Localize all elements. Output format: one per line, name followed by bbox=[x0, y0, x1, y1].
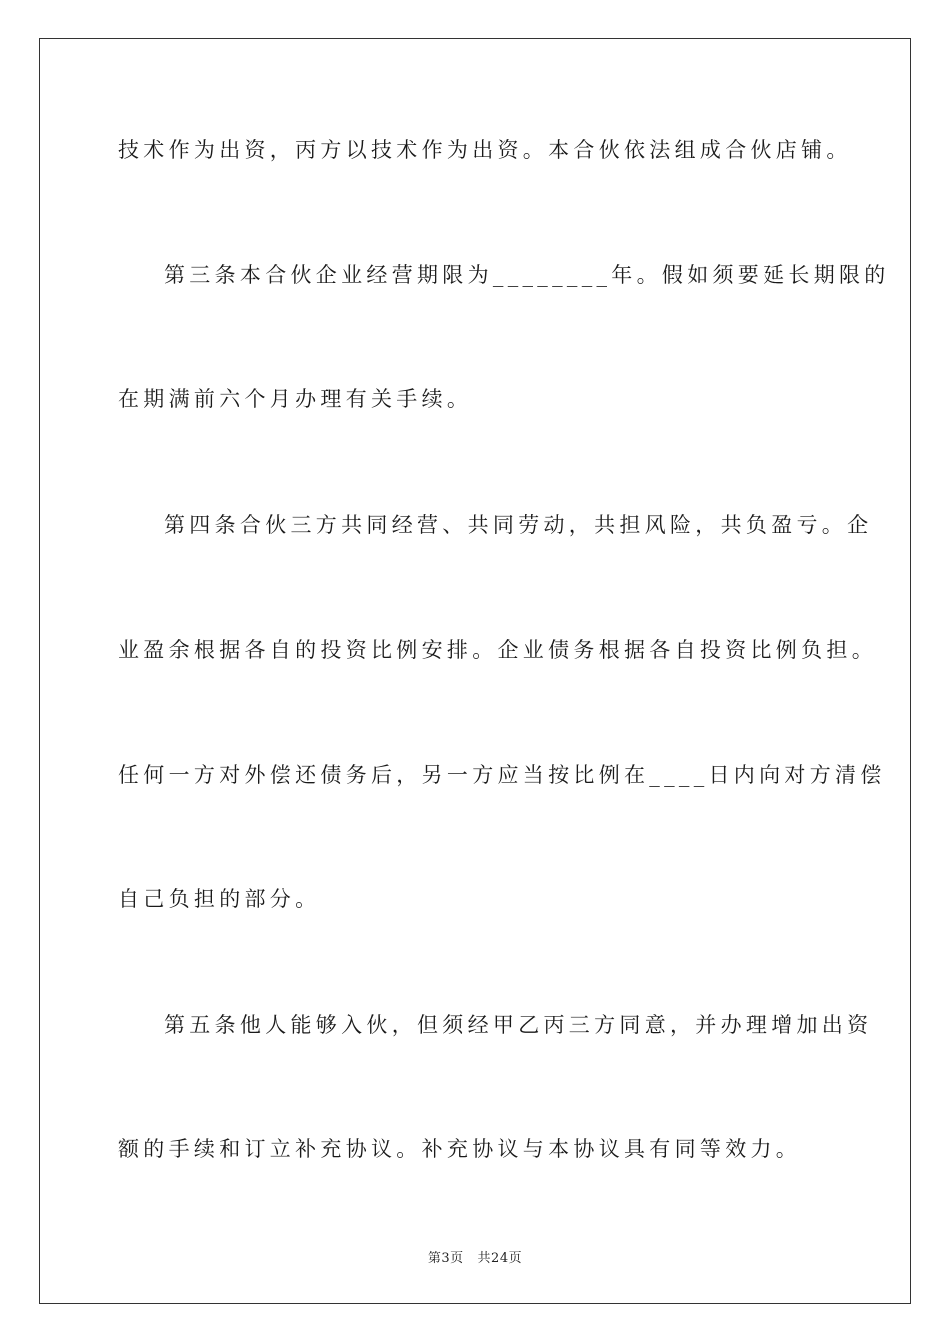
page-border bbox=[39, 38, 911, 1304]
article-4-line-2: 业盈余根据各自的投资比例安排。企业债务根据各自投资比例负担。 bbox=[118, 638, 877, 662]
article-5-line-2: 额的手续和订立补充协议。补充协议与本协议具有同等效力。 bbox=[118, 1137, 802, 1161]
article-4-line-1: 第四条合伙三方共同经营、共同劳动，共担风险，共负盈亏。企 bbox=[164, 513, 873, 537]
paragraph-line-1: 技术作为出资，丙方以技术作为出资。本合伙依法组成合伙店铺。 bbox=[118, 138, 852, 162]
article-5-line-1: 第五条他人能够入伙，但须经甲乙丙三方同意，并办理增加出资 bbox=[164, 1013, 873, 1037]
page-number: 第3页 共24页 bbox=[427, 1251, 523, 1266]
article-4-line-4: 自己负担的部分。 bbox=[118, 887, 321, 911]
article-4-line-3: 任何一方对外偿还债务后，另一方应当按比例在____日内向对方清偿 bbox=[118, 763, 886, 787]
article-3-line-2: 在期满前六个月办理有关手续。 bbox=[118, 387, 473, 411]
article-3-line-1: 第三条本合伙企业经营期限为________年。假如须要延长期限的 bbox=[164, 263, 890, 287]
